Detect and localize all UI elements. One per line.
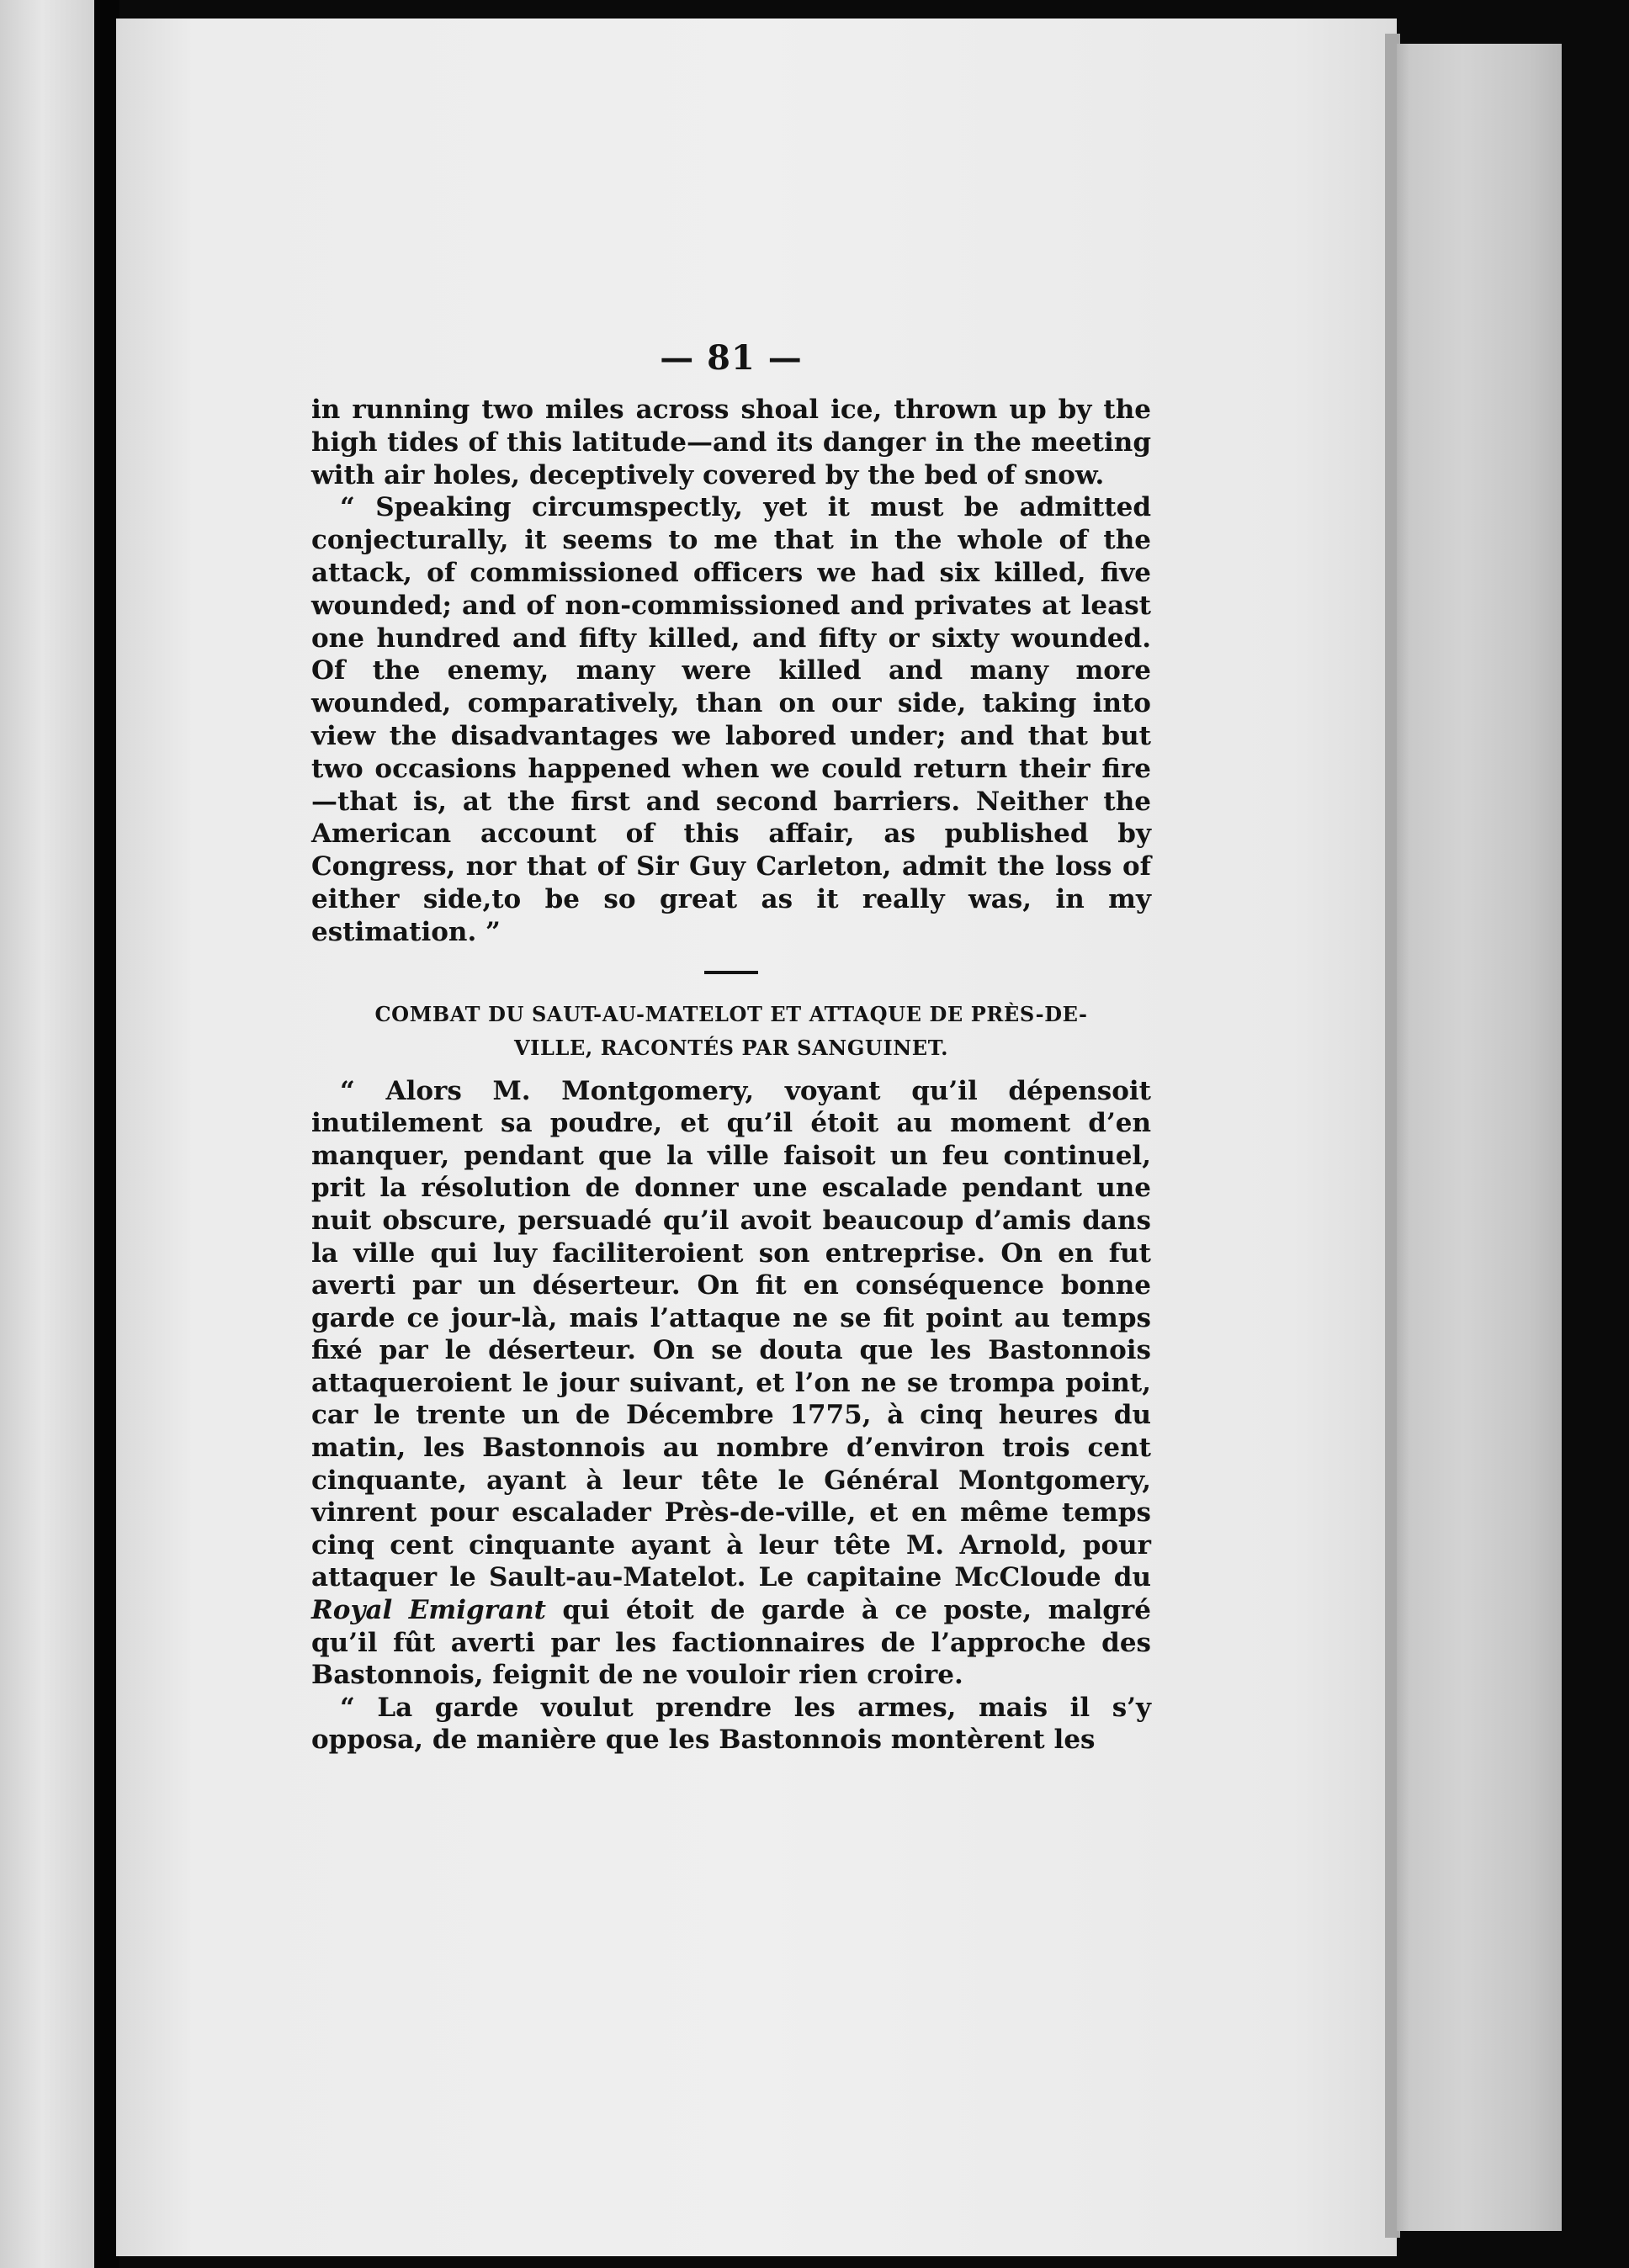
- ship-name-italic: Royal Emigrant: [311, 1595, 546, 1626]
- french-paragraph-1-text-b: qui étoit de garde à ce poste, malgré qu’il fût averti par les factionnaires de l’approche des Bastonnois, feignit de ne vouloir rien croire.: [311, 1595, 1151, 1691]
- page-number: — 81 —: [660, 338, 803, 378]
- french-paragraph-1-text-a: “ Alors M. Montgomery, voyant qu’il dépensoit inutilement sa poudre, et qu’il étoit au moment d’en manquer, pendant que la ville faisoit un feu continuel, prit la résolution de donner une escalade pendant une nuit obscure, persuadé qu’il avoit beaucoup d’amis dans la ville qui luy faciliteroient son entreprise. On en fut averti par un déserteur. On fit en conséquence bonne garde ce jour-là, mais l’attaque ne se fit point au temps fixé par le déserteur. On se douta que les Bastonnois attaqueroient le jour suivant, et l’on ne se trompa point, car le trente un de Décembre 1775, à cinq heures du matin, les Bastonnois au nombre d’environ trois cent cinquante, ayant à leur tête le Général Montgomery, vinrent pour escalader Près-de-ville, et en même temps cinq cent cinquante ayant à leur tête M. Arnold, pour attaquer le Sault-au-Matelot. Le capitaine McCloude du: [311, 1075, 1151, 1593]
- section-divider: [704, 971, 758, 974]
- section-heading: [311, 998, 1151, 1065]
- section-heading-line-2: VILLE, RACONTÉS PAR SANGUINET.: [513, 1035, 949, 1060]
- french-paragraph-2: “ La garde voulut prendre les armes, mais il s’y opposa, de manière que les Bastonnois montèrent les: [311, 1692, 1151, 1756]
- previous-page-edge: [0, 0, 94, 2268]
- page-text-block: [311, 333, 1151, 1757]
- page-edge-stack: [1397, 44, 1562, 2231]
- english-paragraph-2: “ Speaking circumspectly, yet it must be admitted conjecturally, it seems to me that in the whole of the attack, of commissioned officers we had six killed, five wounded; and of non-commissioned and privates at least one hundred and fifty killed, and fifty or sixty wounded. Of the enemy, many were killed and many more wounded, comparatively, than on our side, taking into view the disadvantages we labored under; and that but two occasions happened when we could return their fire—that is, at the first and second barriers. Neither the American account of this affair, as published by Congress, nor that of Sir Guy Carleton, admit the loss of either side,to be so great as it really was, in my estimation. ”: [311, 492, 1151, 947]
- english-paragraph-1: in running two miles across shoal ice, thrown up by the high tides of this latitude—and its danger in the meeting with air holes, deceptively covered by the bed of snow.: [311, 395, 1151, 490]
- section-heading-line-1: COMBAT DU SAUT-AU-MATELOT ET ATTAQUE DE PRÈS-DE-: [374, 1001, 1088, 1026]
- french-paragraph-1: [311, 1075, 1151, 1692]
